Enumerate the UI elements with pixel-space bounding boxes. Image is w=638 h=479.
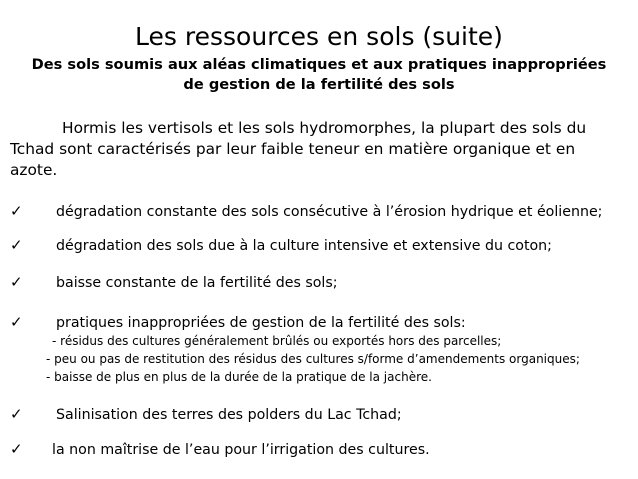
checkmark-icon: ✓ [10, 405, 23, 423]
bullet-item [10, 273, 338, 292]
bullet-text: la non maîtrise de l’eau pour l’irrigation des cultures. [52, 442, 430, 458]
intro-line-3: azote. [10, 161, 58, 179]
intro-paragraph [10, 118, 630, 181]
bullet-text: pratiques inappropriées de gestion de la fertilité des sols: [56, 315, 466, 331]
sub-item: - baisse de plus en plus de la durée de la pratique de la jachère. [46, 370, 432, 384]
bullet-text: baisse constante de la fertilité des sols; [56, 275, 338, 291]
sub-item: - peu ou pas de restitution des résidus des cultures s/forme d’amendements organiques; [46, 352, 580, 366]
checkmark-icon: ✓ [10, 202, 23, 220]
bullet-text: dégradation constante des sols consécutive à l’érosion hydrique et éolienne; [56, 204, 603, 220]
bullet-item [10, 236, 552, 255]
checkmark-icon: ✓ [10, 273, 23, 291]
intro-line-2: Tchad sont caractérisés par leur faible teneur en matière organique et en [10, 140, 576, 158]
intro-line-1: Hormis les vertisols et les sols hydromorphes, la plupart des sols du [62, 119, 587, 137]
slide-subtitle [0, 55, 638, 95]
bullet-item [10, 440, 430, 459]
sub-item: - résidus des cultures généralement brûlés ou exportés hors des parcelles; [52, 334, 502, 348]
subtitle-line-1: Des sols soumis aux aléas climatiques et aux pratiques inappropriées [31, 56, 607, 73]
checkmark-icon: ✓ [10, 440, 23, 458]
checkmark-icon: ✓ [10, 313, 23, 331]
subtitle-line-2: de gestion de la fertilité des sols [183, 76, 455, 93]
bullet-text: Salinisation des terres des polders du Lac Tchad; [56, 407, 402, 423]
bullet-text: dégradation des sols due à la culture intensive et extensive du coton; [56, 238, 552, 254]
bullet-item [10, 405, 402, 424]
slide-title: Les ressources en sols (suite) [135, 22, 503, 51]
checkmark-icon: ✓ [10, 236, 23, 254]
bullet-item [10, 313, 466, 332]
bullet-item [10, 202, 602, 221]
